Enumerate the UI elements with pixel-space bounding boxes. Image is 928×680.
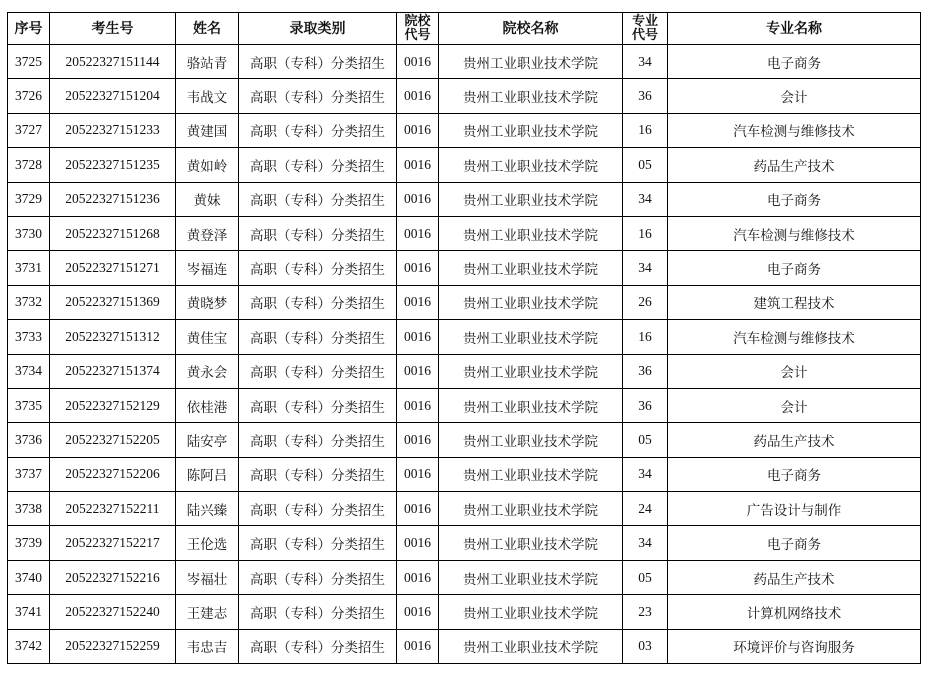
table-row xyxy=(8,526,921,560)
cell-major-code: 05 xyxy=(623,148,668,182)
cell-school-code: 0016 xyxy=(397,45,439,79)
cell-name: 陈阿吕 xyxy=(176,457,239,491)
table-row xyxy=(8,560,921,594)
cell-major-code: 34 xyxy=(623,182,668,216)
cell-exam-id: 20522327152240 xyxy=(50,595,176,629)
cell-major-code: 23 xyxy=(623,595,668,629)
table-row xyxy=(8,423,921,457)
table-row xyxy=(8,216,921,250)
cell-school-code: 0016 xyxy=(397,216,439,250)
cell-name: 黄佳宝 xyxy=(176,320,239,354)
cell-school-name: 贵州工业职业技术学院 xyxy=(439,457,623,491)
cell-exam-id: 20522327152129 xyxy=(50,388,176,422)
cell-school-code: 0016 xyxy=(397,285,439,319)
table-row xyxy=(8,457,921,491)
cell-exam-id: 20522327151144 xyxy=(50,45,176,79)
cell-school-name: 贵州工业职业技术学院 xyxy=(439,45,623,79)
cell-school-code: 0016 xyxy=(397,526,439,560)
cell-major-name: 广告设计与制作 xyxy=(668,492,921,526)
cell-seq: 3734 xyxy=(8,354,50,388)
cell-name: 骆站青 xyxy=(176,45,239,79)
cell-school-name: 贵州工业职业技术学院 xyxy=(439,216,623,250)
header-row xyxy=(8,13,921,45)
cell-major-name: 建筑工程技术 xyxy=(668,285,921,319)
cell-category: 高职（专科）分类招生 xyxy=(239,423,397,457)
header-school-code-line2: 代号 xyxy=(404,27,431,43)
cell-major-name: 会计 xyxy=(668,388,921,422)
header-major-code xyxy=(623,13,668,45)
cell-seq: 3738 xyxy=(8,492,50,526)
cell-category: 高职（专科）分类招生 xyxy=(239,388,397,422)
table-row xyxy=(8,285,921,319)
cell-name: 黄如岭 xyxy=(176,148,239,182)
cell-seq: 3736 xyxy=(8,423,50,457)
header-major-name: 专业名称 xyxy=(668,13,921,45)
cell-category: 高职（专科）分类招生 xyxy=(239,216,397,250)
cell-name: 王建志 xyxy=(176,595,239,629)
cell-major-name: 电子商务 xyxy=(668,457,921,491)
cell-exam-id: 20522327151268 xyxy=(50,216,176,250)
header-school-name: 院校名称 xyxy=(439,13,623,45)
cell-category: 高职（专科）分类招生 xyxy=(239,492,397,526)
cell-major-code: 05 xyxy=(623,423,668,457)
cell-seq: 3729 xyxy=(8,182,50,216)
cell-major-name: 汽车检测与维修技术 xyxy=(668,320,921,354)
cell-category: 高职（专科）分类招生 xyxy=(239,595,397,629)
cell-name: 韦战文 xyxy=(176,79,239,113)
cell-exam-id: 20522327152259 xyxy=(50,629,176,663)
cell-name: 岑福连 xyxy=(176,251,239,285)
cell-major-name: 药品生产技术 xyxy=(668,560,921,594)
cell-exam-id: 20522327151374 xyxy=(50,354,176,388)
cell-name: 黄晓梦 xyxy=(176,285,239,319)
cell-name: 岑福壮 xyxy=(176,560,239,594)
cell-school-name: 贵州工业职业技术学院 xyxy=(439,320,623,354)
cell-exam-id: 20522327151235 xyxy=(50,148,176,182)
cell-major-name: 电子商务 xyxy=(668,182,921,216)
cell-major-code: 16 xyxy=(623,320,668,354)
cell-major-code: 16 xyxy=(623,216,668,250)
header-major-code-line1: 专业 xyxy=(631,13,658,29)
table-row xyxy=(8,388,921,422)
table-row xyxy=(8,251,921,285)
cell-school-code: 0016 xyxy=(397,560,439,594)
cell-school-name: 贵州工业职业技术学院 xyxy=(439,148,623,182)
cell-school-code: 0016 xyxy=(397,629,439,663)
cell-name: 黄永会 xyxy=(176,354,239,388)
cell-seq: 3737 xyxy=(8,457,50,491)
cell-major-name: 汽车检测与维修技术 xyxy=(668,216,921,250)
cell-name: 陆兴臻 xyxy=(176,492,239,526)
cell-category: 高职（专科）分类招生 xyxy=(239,285,397,319)
cell-category: 高职（专科）分类招生 xyxy=(239,148,397,182)
cell-school-code: 0016 xyxy=(397,320,439,354)
cell-school-name: 贵州工业职业技术学院 xyxy=(439,285,623,319)
cell-name: 王伦选 xyxy=(176,526,239,560)
cell-seq: 3728 xyxy=(8,148,50,182)
cell-major-code: 34 xyxy=(623,251,668,285)
cell-category: 高职（专科）分类招生 xyxy=(239,182,397,216)
cell-category: 高职（专科）分类招生 xyxy=(239,113,397,147)
cell-school-name: 贵州工业职业技术学院 xyxy=(439,79,623,113)
cell-school-code: 0016 xyxy=(397,423,439,457)
cell-school-code: 0016 xyxy=(397,492,439,526)
admission-table xyxy=(7,12,921,664)
cell-school-name: 贵州工业职业技术学院 xyxy=(439,560,623,594)
cell-exam-id: 20522327152216 xyxy=(50,560,176,594)
cell-school-name: 贵州工业职业技术学院 xyxy=(439,388,623,422)
cell-exam-id: 20522327151271 xyxy=(50,251,176,285)
cell-seq: 3726 xyxy=(8,79,50,113)
cell-major-code: 36 xyxy=(623,354,668,388)
cell-category: 高职（专科）分类招生 xyxy=(239,526,397,560)
cell-category: 高职（专科）分类招生 xyxy=(239,457,397,491)
cell-school-name: 贵州工业职业技术学院 xyxy=(439,423,623,457)
cell-category: 高职（专科）分类招生 xyxy=(239,320,397,354)
cell-school-name: 贵州工业职业技术学院 xyxy=(439,492,623,526)
cell-exam-id: 20522327151369 xyxy=(50,285,176,319)
cell-seq: 3741 xyxy=(8,595,50,629)
cell-exam-id: 20522327152206 xyxy=(50,457,176,491)
cell-exam-id: 20522327151233 xyxy=(50,113,176,147)
cell-school-code: 0016 xyxy=(397,457,439,491)
table-row xyxy=(8,79,921,113)
cell-seq: 3727 xyxy=(8,113,50,147)
table-row xyxy=(8,45,921,79)
table-row xyxy=(8,492,921,526)
header-category: 录取类别 xyxy=(239,13,397,45)
cell-school-name: 贵州工业职业技术学院 xyxy=(439,595,623,629)
cell-name: 陆安亭 xyxy=(176,423,239,457)
cell-school-code: 0016 xyxy=(397,388,439,422)
cell-category: 高职（专科）分类招生 xyxy=(239,251,397,285)
cell-seq: 3735 xyxy=(8,388,50,422)
cell-school-code: 0016 xyxy=(397,182,439,216)
cell-school-name: 贵州工业职业技术学院 xyxy=(439,113,623,147)
cell-category: 高职（专科）分类招生 xyxy=(239,45,397,79)
table-row xyxy=(8,113,921,147)
cell-major-code: 34 xyxy=(623,45,668,79)
cell-school-name: 贵州工业职业技术学院 xyxy=(439,526,623,560)
cell-category: 高职（专科）分类招生 xyxy=(239,629,397,663)
cell-school-code: 0016 xyxy=(397,79,439,113)
table-row xyxy=(8,354,921,388)
cell-school-code: 0016 xyxy=(397,354,439,388)
cell-exam-id: 20522327151312 xyxy=(50,320,176,354)
cell-major-name: 电子商务 xyxy=(668,45,921,79)
cell-seq: 3731 xyxy=(8,251,50,285)
cell-major-name: 会计 xyxy=(668,79,921,113)
cell-seq: 3733 xyxy=(8,320,50,354)
cell-seq: 3739 xyxy=(8,526,50,560)
header-school-code-line1: 院校 xyxy=(404,13,431,29)
cell-school-name: 贵州工业职业技术学院 xyxy=(439,354,623,388)
cell-major-name: 药品生产技术 xyxy=(668,148,921,182)
cell-name: 黄妹 xyxy=(176,182,239,216)
cell-major-code: 24 xyxy=(623,492,668,526)
cell-name: 黄登泽 xyxy=(176,216,239,250)
cell-name: 依桂港 xyxy=(176,388,239,422)
cell-exam-id: 20522327151204 xyxy=(50,79,176,113)
table-row xyxy=(8,629,921,663)
cell-school-code: 0016 xyxy=(397,148,439,182)
cell-category: 高职（专科）分类招生 xyxy=(239,560,397,594)
cell-exam-id: 20522327151236 xyxy=(50,182,176,216)
cell-major-name: 电子商务 xyxy=(668,526,921,560)
table-row xyxy=(8,148,921,182)
cell-major-code: 36 xyxy=(623,388,668,422)
cell-major-code: 34 xyxy=(623,526,668,560)
cell-school-code: 0016 xyxy=(397,595,439,629)
cell-major-name: 会计 xyxy=(668,354,921,388)
cell-major-code: 26 xyxy=(623,285,668,319)
header-name: 姓名 xyxy=(176,13,239,45)
cell-exam-id: 20522327152211 xyxy=(50,492,176,526)
cell-major-name: 计算机网络技术 xyxy=(668,595,921,629)
cell-major-code: 34 xyxy=(623,457,668,491)
header-major-code-line2: 代号 xyxy=(631,27,658,43)
cell-category: 高职（专科）分类招生 xyxy=(239,79,397,113)
header-seq: 序号 xyxy=(8,13,50,45)
cell-major-code: 05 xyxy=(623,560,668,594)
table-body xyxy=(8,45,921,664)
cell-school-name: 贵州工业职业技术学院 xyxy=(439,182,623,216)
cell-major-code: 16 xyxy=(623,113,668,147)
cell-seq: 3742 xyxy=(8,629,50,663)
cell-school-name: 贵州工业职业技术学院 xyxy=(439,251,623,285)
cell-category: 高职（专科）分类招生 xyxy=(239,354,397,388)
table-row xyxy=(8,182,921,216)
header-exam-id: 考生号 xyxy=(50,13,176,45)
table-row xyxy=(8,595,921,629)
cell-major-name: 电子商务 xyxy=(668,251,921,285)
cell-school-code: 0016 xyxy=(397,113,439,147)
cell-exam-id: 20522327152205 xyxy=(50,423,176,457)
cell-major-code: 36 xyxy=(623,79,668,113)
cell-seq: 3740 xyxy=(8,560,50,594)
cell-major-name: 汽车检测与维修技术 xyxy=(668,113,921,147)
cell-school-code: 0016 xyxy=(397,251,439,285)
cell-major-name: 药品生产技术 xyxy=(668,423,921,457)
cell-name: 黄建国 xyxy=(176,113,239,147)
cell-seq: 3730 xyxy=(8,216,50,250)
cell-name: 韦忠吉 xyxy=(176,629,239,663)
cell-major-name: 环境评价与咨询服务 xyxy=(668,629,921,663)
cell-major-code: 03 xyxy=(623,629,668,663)
cell-school-name: 贵州工业职业技术学院 xyxy=(439,629,623,663)
cell-seq: 3725 xyxy=(8,45,50,79)
cell-exam-id: 20522327152217 xyxy=(50,526,176,560)
header-school-code xyxy=(397,13,439,45)
table-row xyxy=(8,320,921,354)
cell-seq: 3732 xyxy=(8,285,50,319)
